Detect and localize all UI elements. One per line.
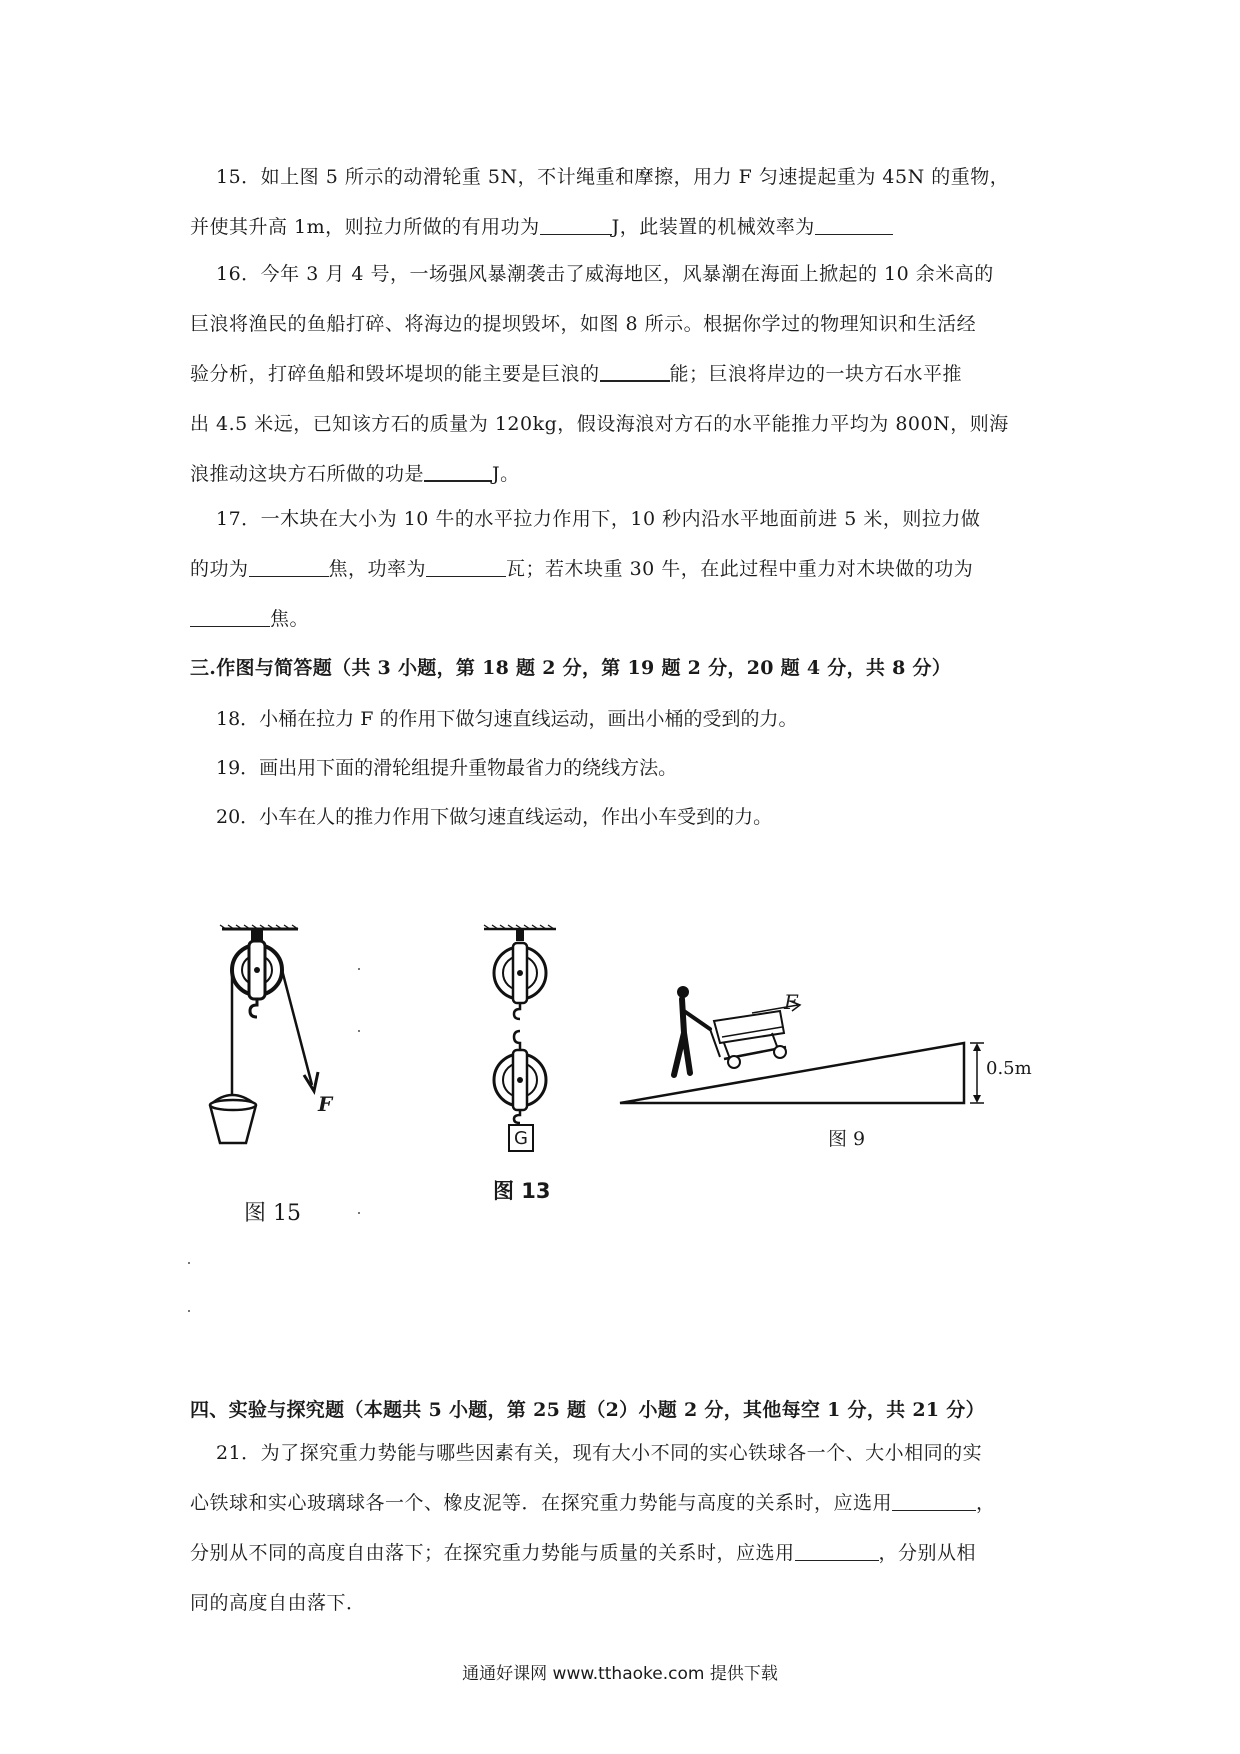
page-footer: 通通好课网 www.tthaoke.com 提供下载 [462, 1664, 778, 1684]
fig15-force-label: F [318, 1092, 333, 1116]
fig9-height-label: 0.5m [986, 1058, 1032, 1079]
q16-line2: 巨浪将渔民的鱼船打碎、将海边的提坝毁坏，如图 8 所示。根据你学过的物理知识和生活经 [190, 313, 977, 335]
q21-line3: 分别从不同的高度自由落下；在探究重力势能与质量的关系时，应选用 ，分别从相 [190, 1528, 1070, 1578]
q21-line2: 心铁球和实心玻璃球各一个、橡皮泥等．在探究重力势能与高度的关系时，应选用 ， [190, 1478, 1070, 1528]
question-18: 18．小桶在拉力 F 的作用下做匀速直线运动，画出小桶的受到的力。 [216, 708, 798, 730]
fig9-caption: 图 9 [828, 1128, 866, 1150]
answer-blank[interactable] [600, 358, 670, 382]
answer-blank[interactable] [892, 1488, 976, 1511]
figure-13-pulley-set [478, 925, 578, 1155]
q15-line2: 并使其升高 1m，则拉力所做的有用功为 J，此装置的机械效率为 [190, 202, 1070, 252]
q21-line4: 同的高度自由落下． [190, 1592, 366, 1614]
fig9-force-label: F [784, 990, 798, 1014]
scan-dot [358, 968, 360, 970]
q17-line1: 17．一木块在大小为 10 牛的水平拉力作用下，10 秒内沿水平地面前进 5 米，则拉力做 [216, 508, 981, 530]
answer-blank[interactable] [190, 604, 270, 627]
q17-line3: 焦。 [190, 594, 1070, 644]
section-3-heading: 三.作图与简答题（共 3 小题，第 18 题 2 分，第 19 题 2 分，20 题 4 分，共 8 分） [190, 657, 952, 679]
q15-line1: 15．如上图 5 所示的动滑轮重 5N，不计绳重和摩擦，用力 F 匀速提起重为 45N 的重物， [216, 166, 1010, 188]
scan-dot [358, 1030, 360, 1032]
question-20: 20．小车在人的推力作用下做匀速直线运动，作出小车受到的力。 [216, 806, 773, 828]
fig13-caption: 图 13 [493, 1179, 551, 1203]
answer-blank[interactable] [424, 458, 492, 482]
q16-line4: 出 4.5 米远，已知该方石的质量为 120kg，假设海浪对方石的水平能推力平均为 800N，则海 [190, 413, 1009, 435]
scan-dot [358, 1212, 360, 1214]
fig13-weight-label: G [514, 1128, 528, 1149]
section-4-heading: 四、实验与探究题（本题共 5 小题，第 25 题（2）小题 2 分，其他每空 1 分，共 21 分） [190, 1399, 985, 1421]
q16-line1: 16．今年 3 月 4 号，一场强风暴潮袭击了威海地区，风暴潮在海面上掀起的 10 余米高的 [216, 263, 994, 285]
answer-blank[interactable] [426, 554, 506, 577]
answer-blank[interactable] [795, 1538, 879, 1561]
answer-blank[interactable] [249, 554, 329, 577]
answer-blank[interactable] [815, 212, 893, 235]
q17-line2: 的功为 焦，功率为 瓦；若木块重 30 牛，在此过程中重力对木块做的功为 [190, 544, 1070, 594]
question-16 [190, 249, 1070, 499]
fig15-caption: 图 15 [244, 1201, 301, 1226]
question-17 [190, 494, 1070, 644]
question-19: 19．画出用下面的滑轮组提升重物最省力的绕线方法。 [216, 757, 678, 779]
question-15 [190, 152, 1070, 252]
q21-line1: 21．为了探究重力势能与哪些因素有关，现有大小不同的实心铁球各一个、大小相同的实 [216, 1442, 983, 1464]
q16-line5: 浪推动这块方石所做的功是 J。 [190, 449, 1070, 499]
question-21 [190, 1428, 1070, 1628]
answer-blank[interactable] [540, 212, 612, 235]
scan-dot [188, 1310, 190, 1312]
q16-line3: 验分析，打碎鱼船和毁坏堤坝的能主要是巨浪的 能；巨浪将岸边的一块方石水平推 [190, 349, 1070, 399]
figure-9-incline-cart [612, 985, 1012, 1105]
scan-dot [188, 1262, 190, 1264]
